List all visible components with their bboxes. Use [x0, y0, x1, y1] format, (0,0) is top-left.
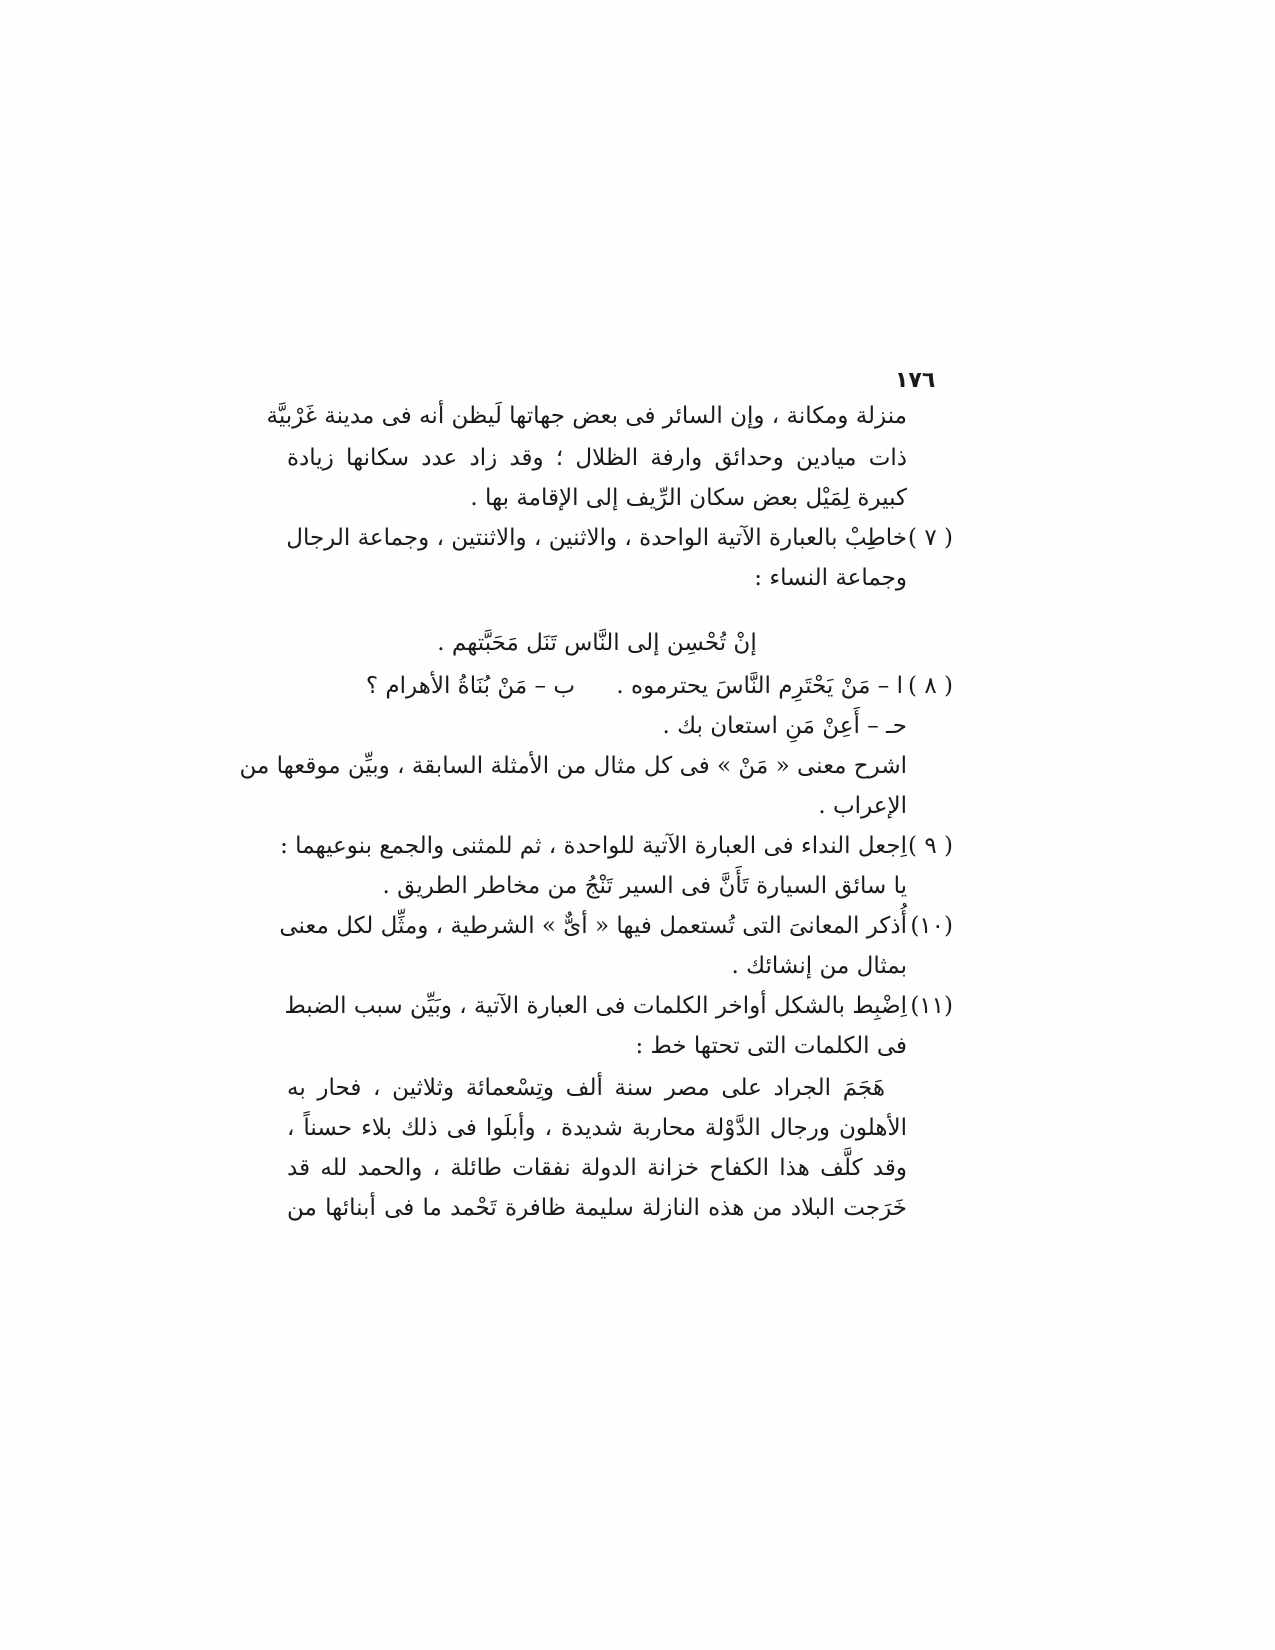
- exercise-number: (١٠): [910, 913, 953, 939]
- text-line: اِضْبِط بالشكل أواخر الكلمات فى العبارة الآتية ، وبَيِّن سبب الضبط: [284, 993, 907, 1019]
- text-line: الإعراب .: [818, 793, 907, 819]
- text-line: خَرَجت البلاد من هذه النازلة سليمة ظافرة تَحْمد ما فى أبنائها من: [287, 1195, 907, 1221]
- exercise-number: ( ٩ ): [908, 833, 953, 859]
- text-line: اشرح معنى « مَنْ » فى كل مثال من الأمثلة السابقة ، وبيِّن موقعها من: [239, 753, 907, 779]
- text-line: فى الكلمات التى تحتها خط :: [635, 1033, 907, 1059]
- text-line: منزلة ومكانة ، وإن السائر فى بعض جهاتها لَيظن أنه فى مدينة غَرْبيَّة: [266, 403, 907, 429]
- sub-item-a: ا – مَنْ يَحْتَرِم النَّاسَ يحترموه .: [616, 673, 903, 699]
- exercise-number: ( ٧ ): [908, 525, 953, 551]
- text-line: بمثال من إنشائك .: [731, 953, 907, 979]
- text-line: كبيرة لِمَيْل بعض سكان الرِّيف إلى الإقامة بها .: [470, 485, 907, 511]
- exercise-number: ( ٨ ): [908, 673, 953, 699]
- sub-item-b: ب – مَنْ بُنَاةُ الأهرام ؟: [365, 673, 575, 699]
- page-number: ١٧٦: [895, 368, 936, 393]
- sub-item-c: حـ – أَعِنْ مَنِ استعان بك .: [662, 713, 907, 739]
- text-line: يا سائق السيارة تَأَنَّ فى السير تَنْجُ من مخاطر الطريق .: [382, 873, 907, 899]
- text-line: الأهلون ورجال الدَّوْلة محاربة شديدة ، وأبلَوا فى ذلك بلاء حسناً ،: [287, 1115, 907, 1141]
- text-line: هَجَمَ الجراد على مصر سنة ألف وتِسْعمائة وثلاثين ، فحار به: [287, 1075, 885, 1101]
- text-line: خاطِبْ بالعبارة الآتية الواحدة ، والاثنين ، والاثنتين ، وجماعة الرجال: [286, 525, 907, 551]
- exercise-number: (١١): [910, 993, 953, 1019]
- text-line: اِجعل النداء فى العبارة الآتية للواحدة ، ثم للمثنى والجمع بنوعيهما :: [280, 833, 907, 859]
- text-line: أُذكر المعانىَ التى تُستعمل فيها « أىٌّ » الشرطية ، ومثِّل لكل معنى: [279, 913, 907, 939]
- text-line: ذات ميادين وحدائق وارفة الظلال ؛ وقد زاد عدد سكانها زيادة: [287, 445, 907, 471]
- text-line: وقد كلَّف هذا الكفاح خزانة الدولة نفقات طائلة ، والحمد لله قد: [287, 1155, 907, 1181]
- text-line: وجماعة النساء :: [754, 565, 907, 591]
- example-sentence: إنْ تُحْسِن إلى النَّاس تَنَل مَحَبَّتهم .: [437, 630, 757, 656]
